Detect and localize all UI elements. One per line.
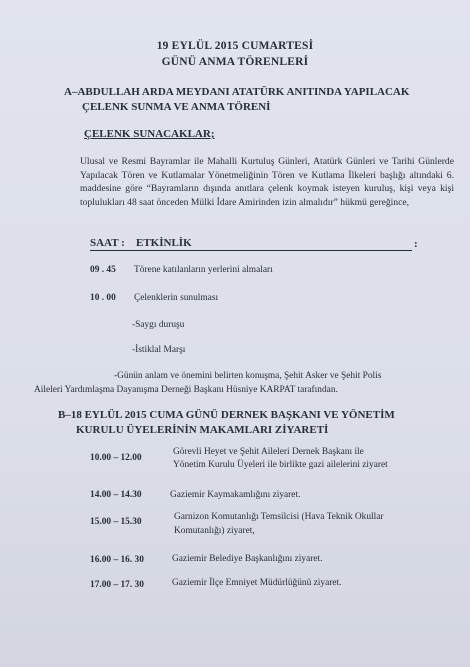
table-header-activity: ETKİNLİK: [136, 237, 192, 249]
visit-text-3b: Komutanlığı) ziyaret,: [174, 526, 255, 536]
table-header-colon: :: [414, 238, 418, 250]
visit-text-2: Gaziemir Kaymakamlığını ziyaret.: [170, 490, 301, 500]
visit-time-2: 14.00 – 14.30: [90, 490, 142, 500]
section-a-heading-line-1: A–ABDULLAH ARDA MEYDANI ATATÜRK ANITINDA YAPILACAK: [64, 86, 410, 98]
section-b-heading-line-1: B–18 EYLÜL 2015 CUMA GÜNÜ DERNEK BAŞKANI VE YÖNETİM: [58, 409, 395, 421]
visit-time-3: 15.00 – 15.30: [90, 517, 142, 527]
speech-line-2: Aileleri Yardımlaşma Dayanışma Derneği Başkanı Hüsniye KARPAT tarafından.: [34, 385, 338, 395]
visit-time-1: 10.00 – 12.00: [90, 453, 142, 463]
visit-text-1b: Yönetim Kurulu Üyeleri ile birlikte gazi ailelerini ziyaret: [173, 460, 388, 470]
speech-line-1: -Günün anlam ve önemini belirten konuşma, Şehit Asker ve Şehit Polis: [114, 371, 382, 381]
program-text-2: Çelenklerin sunulması: [134, 293, 219, 303]
program-text-1: Törene katılanların yerlerini almaları: [134, 265, 273, 275]
visit-text-5: Gaziemir İlçe Emniyet Müdürlüğünü ziyaret.: [172, 578, 342, 588]
section-a-heading-line-2: ÇELENK SUNMA VE ANMA TÖRENİ: [82, 101, 271, 113]
title-line-1: 19 EYLÜL 2015 CUMARTESİ: [156, 40, 314, 52]
visit-text-4: Gaziemir Belediye Başkanlığını ziyaret.: [172, 554, 323, 564]
sub-item-2: -İstiklal Marşı: [132, 345, 186, 355]
visit-text-1a: Görevli Heyet ve Şehit Aileleri Dernek Başkanı ile: [173, 447, 364, 457]
section-b-heading-line-2: KURULU ÜYELERİNİN MAKAMLARI ZİYARETİ: [76, 424, 329, 436]
wreath-heading: ÇELENK SUNACAKLAR;: [84, 128, 215, 140]
visit-time-5: 17.00 – 17. 30: [90, 580, 144, 590]
table-header-time: SAAT :: [90, 237, 125, 249]
visit-text-3a: Garnizon Komutanlığı Temsilcisi (Hava Teknik Okullar: [174, 512, 384, 522]
title-line-2: GÜNÜ ANMA TÖRENLERİ: [161, 56, 309, 68]
program-time-2: 10 . 00: [90, 293, 116, 303]
sub-item-1: -Saygı duruşu: [132, 320, 185, 330]
program-time-1: 09 . 45: [90, 265, 116, 275]
visit-time-4: 16.00 – 16. 30: [90, 555, 144, 565]
regulation-paragraph: Ulusal ve Resmi Bayramlar ile Mahalli Kurtuluş Günleri, Atatürk Günleri ve Tarihi Günlerde Yapılacak Tören ve Kutlamalar Yönetmeliğinin Tören ve Kutlama İlkeleri başlığı altındaki 6. maddesine göre “Bayramların dışında anıtlara çelenk koymak isteyen kuruluş, kişi veya kişi toplulukları 48 saat önceden Mülki İdare Amirinden izin almalıdır” hükmü gereğince,: [80, 156, 454, 208]
header-underline: [90, 250, 412, 251]
